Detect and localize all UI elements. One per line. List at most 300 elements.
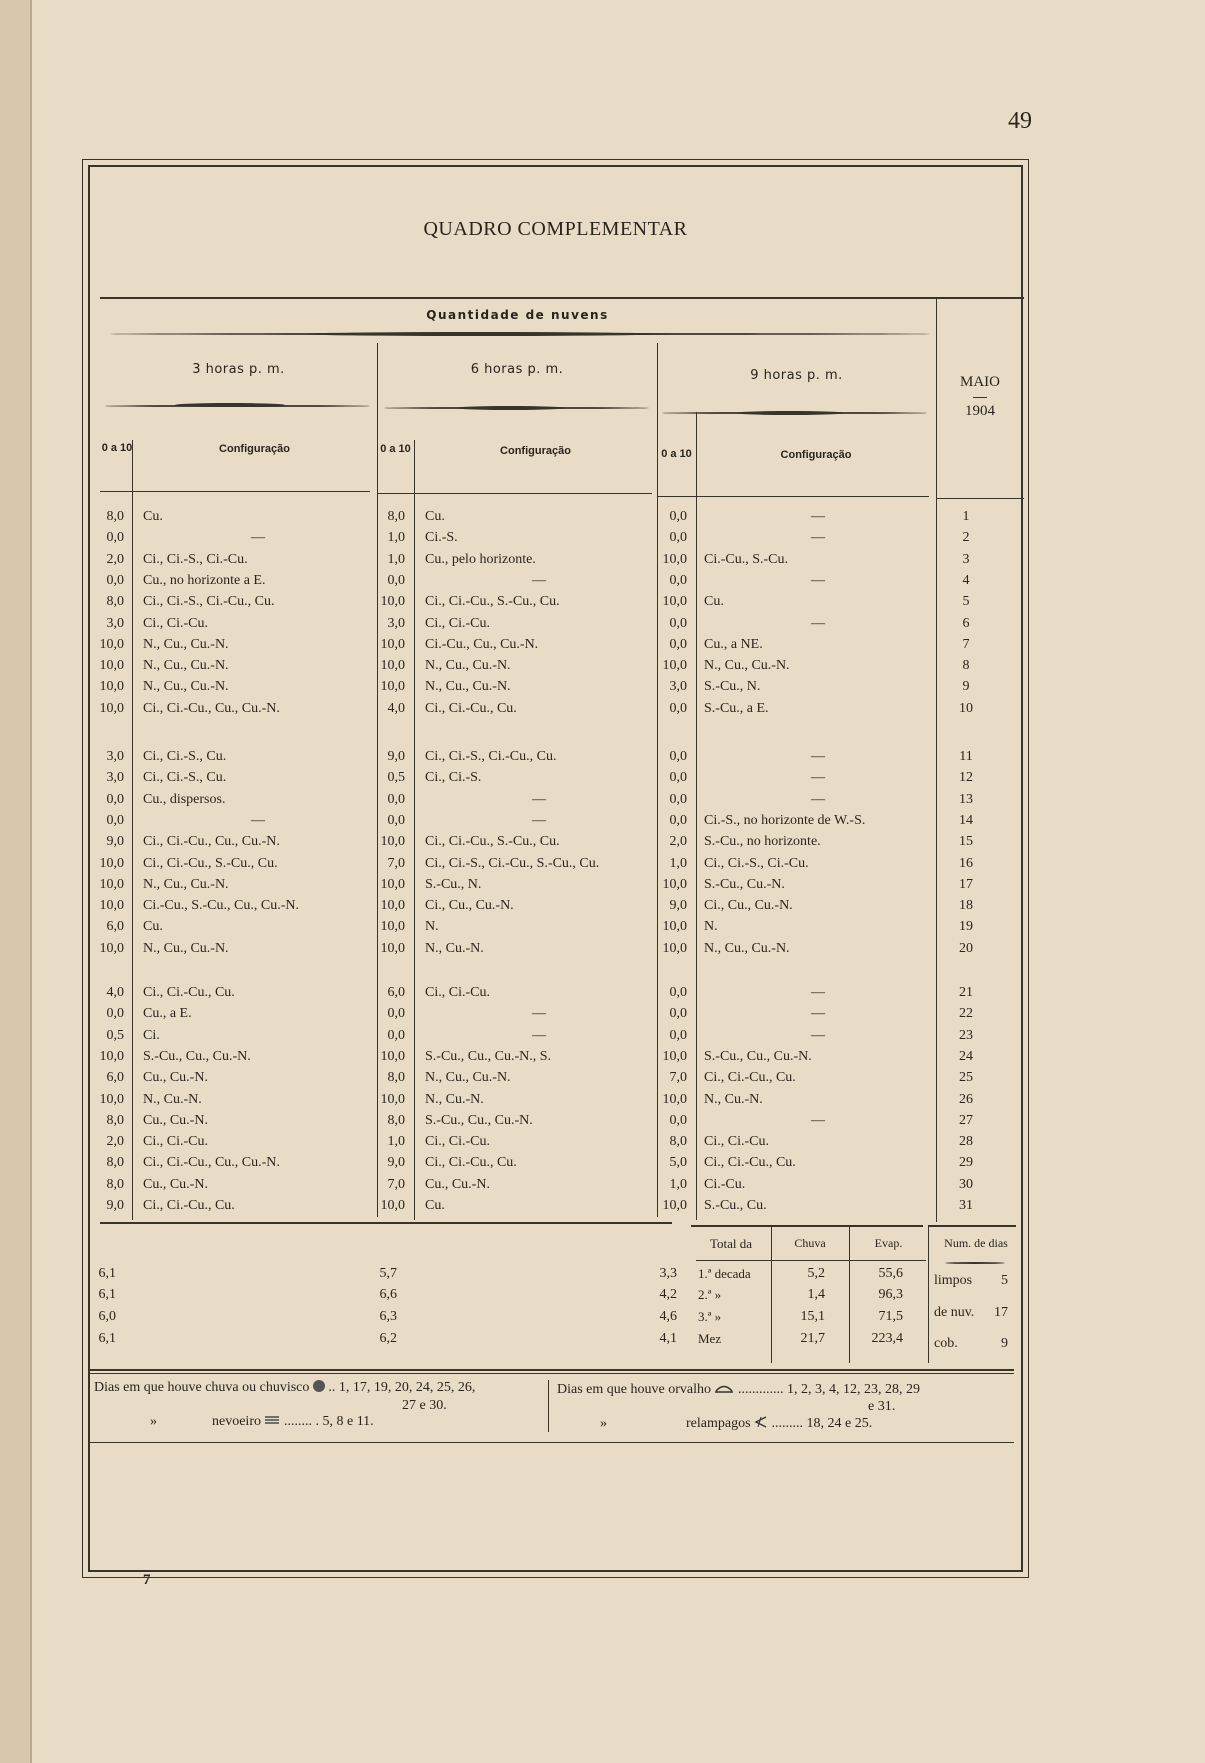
config-3h-value: Ci., Ci.-Cu.	[143, 1134, 208, 1150]
notes-bottom-rule	[90, 1442, 1014, 1443]
cloud-6h-value: 7,0	[387, 855, 405, 871]
config-6h-value: N., Cu., Cu.-N.	[425, 658, 511, 674]
config-6h-value: —	[532, 572, 546, 588]
cloud-6h-value: 1,0	[387, 551, 405, 567]
config-9h-value: Ci.-Cu., S.-Cu.	[704, 551, 789, 567]
summary-evap-header: Evap.	[874, 1236, 903, 1250]
day-number: 13	[959, 791, 973, 807]
cloud-6h-value: 10,0	[380, 679, 405, 695]
cloud-3h-value: 4,0	[106, 985, 124, 1000]
cloud-9h-value: 10,0	[662, 1198, 687, 1213]
mean-3h: 6,1	[98, 1331, 116, 1346]
orvalho-note	[557, 1382, 920, 1398]
config-9h-value: N., Cu., Cu.-N.	[704, 940, 790, 956]
config-9h-value: Ci.-Cu.	[704, 1176, 746, 1192]
relampagos-leader: .........	[771, 1416, 804, 1431]
day-number: 2	[962, 530, 970, 546]
cloud-6h-value: 10,0	[380, 919, 405, 935]
summary-num-header: Num. de dias	[944, 1236, 1008, 1250]
swash-3h-bold	[175, 403, 285, 407]
summary-chuva-value: 21,7	[800, 1331, 825, 1346]
month-dash	[973, 397, 987, 398]
binding-line	[30, 0, 32, 1763]
summary-chuva-value: 1,4	[807, 1287, 825, 1302]
config-3h-value: N., Cu., Cu.-N.	[143, 876, 229, 892]
cloud-3h-value: 10,0	[99, 1091, 124, 1107]
day-number: 6	[962, 615, 970, 631]
day-number: 18	[959, 898, 973, 914]
cloud-9h-value: 3,0	[669, 679, 687, 695]
config-9h-value: —	[811, 572, 825, 588]
month-label: MAIO	[960, 374, 1000, 390]
day-number: 3	[962, 551, 970, 567]
cloud-6h-value: 8,0	[387, 1070, 405, 1086]
cloud-3h-value: 0,0	[106, 812, 124, 828]
day-number: 9	[962, 679, 970, 695]
mean-6h: 6,3	[379, 1309, 397, 1324]
denuv-label: de nuv.	[934, 1305, 975, 1320]
config-6h-value: Ci., Ci.-S.	[425, 770, 482, 786]
config-6h-value: N., Cu., Cu.-N.	[425, 1070, 511, 1086]
relampagos-note	[600, 1416, 872, 1432]
summary-evap-value: 71,5	[878, 1309, 903, 1324]
config-3h-value: N., Cu., Cu.-N.	[143, 636, 229, 652]
day-number: 7	[962, 636, 970, 652]
config-3h-value: Ci., Ci.-Cu., Cu., Cu.-N.	[143, 700, 280, 716]
cloud-9h-value: 10,0	[662, 919, 687, 935]
config-9h-value: S.-Cu., Cu.	[704, 1198, 767, 1213]
cloud-3h-value: 9,0	[106, 834, 124, 850]
day-number: 10	[959, 700, 973, 716]
divider-9h-day	[936, 297, 937, 1222]
cloud-9h-value: 10,0	[662, 551, 687, 567]
cloud-9h-value: 0,0	[669, 791, 687, 807]
day-number: 28	[959, 1134, 973, 1150]
config-6h-value: S.-Cu., N.	[425, 876, 482, 892]
config-3h-value: —	[251, 530, 265, 546]
cloud-6h-value: 0,5	[387, 770, 405, 786]
day-number: 23	[959, 1027, 973, 1043]
config-6h-value: —	[532, 812, 546, 828]
config-3h-value: Cu., Cu.-N.	[143, 1112, 208, 1128]
orvalho-days-cont: e 31.	[868, 1399, 896, 1414]
config-6h-value: N., Cu., Cu.-N.	[425, 679, 511, 695]
config-9h-value: N., Cu., Cu.-N.	[704, 658, 790, 674]
mean-3h: 6,1	[98, 1266, 116, 1281]
config-3h-value: Ci., Ci.-Cu., Cu., Cu.-N.	[143, 1155, 280, 1171]
config-6h-value: Ci., Ci.-Cu., S.-Cu., Cu.	[425, 594, 560, 610]
config-3h-value: N., Cu., Cu.-N.	[143, 679, 229, 695]
config-6h-value: Ci., Ci.-Cu., Cu.	[425, 1155, 517, 1171]
config-9h-value: —	[811, 749, 825, 764]
cloud-3h-value: 10,0	[99, 876, 124, 892]
config-9h-value: —	[811, 1027, 825, 1043]
cloud-3h-value: 10,0	[99, 700, 124, 716]
cloud-9h-value: 10,0	[662, 658, 687, 674]
day-number: 8	[962, 658, 970, 674]
cloud-6h-value: 8,0	[387, 1112, 405, 1128]
cloud-9h-value: 0,0	[669, 700, 687, 716]
cloud-3h-value: 10,0	[99, 658, 124, 674]
scale-3h: 0 a 10	[101, 442, 133, 454]
orvalho-leader: .............	[737, 1382, 784, 1397]
quantidade-swash-bold	[300, 332, 660, 336]
scale-6h: 0 a 10	[380, 443, 411, 455]
nevoeiro-label: nevoeiro	[212, 1414, 261, 1429]
cloud-3h-value: 0,0	[106, 572, 124, 588]
cloud-3h-value: 3,0	[106, 615, 124, 631]
config-9h-value: S.-Cu., N.	[704, 679, 761, 695]
config-6h-value: Ci., Ci.-S., Ci.-Cu., S.-Cu., Cu.	[425, 855, 600, 871]
dew-symbol-icon	[714, 1382, 734, 1394]
cloud-6h-value: 10,0	[380, 876, 405, 892]
config-9h-value: N.	[704, 919, 718, 935]
summary-total-header: Total da	[709, 1236, 753, 1251]
limpos-value: 5	[1001, 1273, 1008, 1288]
summary-evap-value: 96,3	[878, 1287, 903, 1302]
config-9h-value: Ci., Ci.-Cu., Cu.	[704, 1155, 796, 1171]
fog-symbol-icon	[264, 1415, 280, 1425]
summary-period-label: 1.ª decada	[698, 1266, 751, 1281]
config-6h-value: Ci., Ci.-Cu., Cu.	[425, 700, 517, 716]
cloud-9h-value: 2,0	[669, 834, 687, 850]
config-9h-value: —	[811, 530, 825, 546]
config-9h-value: S.-Cu., a E.	[704, 700, 769, 716]
header-rule	[100, 297, 1024, 299]
day-number: 20	[959, 940, 973, 956]
day-number: 30	[959, 1176, 973, 1192]
cloud-3h-value: 8,0	[106, 594, 124, 610]
cloud-6h-value: 9,0	[387, 1155, 405, 1171]
config-3h-value: Ci., Ci.-Cu., Cu.	[143, 985, 235, 1000]
config-6h-value: —	[532, 791, 546, 807]
config-9h-value: Ci., Ci.-Cu., Cu.	[704, 1070, 796, 1086]
config-3h-value: Cu., Cu.-N.	[143, 1176, 208, 1192]
cloud-9h-value: 8,0	[669, 1134, 687, 1150]
cloud-6h-value: 0,0	[387, 791, 405, 807]
cloud-3h-value: 10,0	[99, 898, 124, 914]
config-9h-value: —	[811, 1112, 825, 1128]
cloud-9h-value: 0,0	[669, 636, 687, 652]
day-number: 5	[962, 594, 970, 610]
mean-6h: 5,7	[379, 1266, 397, 1281]
day-number: 22	[959, 1006, 973, 1022]
nevoeiro-note	[150, 1414, 374, 1430]
day-number: 11	[959, 749, 973, 764]
nevoeiro-ditto: »	[150, 1414, 157, 1429]
cob-label: cob.	[934, 1336, 958, 1351]
summary-evap-value: 55,6	[878, 1266, 903, 1281]
cloud-6h-value: 7,0	[387, 1176, 405, 1192]
quantidade-heading: Quantidade de nuvens	[426, 308, 609, 322]
mean-6h: 6,2	[379, 1331, 397, 1346]
chuva-days-cont: 27 e 30.	[402, 1398, 447, 1413]
config-3h-value: Ci., Ci.-Cu.	[143, 615, 208, 631]
divider-3h-inner	[132, 440, 133, 1220]
config-3h-value: S.-Cu., Cu., Cu.-N.	[143, 1048, 251, 1064]
config-9h-value: —	[811, 985, 825, 1000]
scale-9h: 0 a 10	[661, 448, 692, 460]
cloud-6h-value: 1,0	[387, 530, 405, 546]
cloud-6h-value: 3,0	[387, 615, 405, 631]
config-6h-value: Cu.	[425, 1198, 445, 1213]
cloud-6h-value: 10,0	[380, 940, 405, 956]
config-3h-value: Cu., a E.	[143, 1006, 192, 1022]
config-3h-value: Ci.	[143, 1027, 160, 1043]
limpos-label: limpos	[934, 1273, 973, 1288]
config-3h-value: Cu.	[143, 509, 163, 524]
config-9h-value: S.-Cu., no horizonte.	[704, 834, 821, 850]
cloud-6h-value: 10,0	[380, 834, 405, 850]
config-9h-value: —	[811, 509, 825, 524]
config-3h-value: Cu., Cu.-N.	[143, 1070, 208, 1086]
config-3h-value: Ci., Ci.-Cu., Cu., Cu.-N.	[143, 834, 280, 850]
day-number: 25	[959, 1070, 973, 1086]
config-3h-value: Ci., Ci.-S., Cu.	[143, 749, 227, 764]
cloud-3h-value: 0,0	[106, 530, 124, 546]
mean-3h: 6,0	[98, 1309, 116, 1324]
cloud-3h-value: 10,0	[99, 1048, 124, 1064]
footer-number: 7	[143, 1572, 151, 1588]
config-3h-value: Ci., Ci.-S., Cu.	[143, 770, 227, 786]
nevoeiro-leader: ........ .	[283, 1414, 319, 1429]
day-number: 19	[959, 919, 973, 935]
config-9h-value: Cu.	[704, 594, 724, 610]
page-number: 49	[1008, 108, 1032, 134]
year-label: 1904	[965, 403, 995, 419]
day-number: 17	[959, 876, 973, 892]
relampagos-label: relampagos	[686, 1416, 751, 1431]
config-3h-value: Ci., Ci.-S., Ci.-Cu., Cu.	[143, 594, 275, 610]
cloud-3h-value: 2,0	[106, 1134, 124, 1150]
config-6h-value: Cu., Cu.-N.	[425, 1176, 490, 1192]
config-6h-value: N., Cu.-N.	[425, 940, 484, 956]
cloud-6h-value: 10,0	[380, 1091, 405, 1107]
cloud-9h-value: 0,0	[669, 1112, 687, 1128]
config-6h-value: Cu., pelo horizonte.	[425, 551, 536, 567]
config-9h-value: S.-Cu., Cu., Cu.-N.	[704, 1048, 812, 1064]
cloud-3h-value: 10,0	[99, 940, 124, 956]
config-9h-value: Ci., Ci.-S., Ci.-Cu.	[704, 855, 809, 871]
summary-rule-day	[928, 1225, 1016, 1227]
cloud-9h-value: 10,0	[662, 594, 687, 610]
binding-edge	[0, 0, 30, 1763]
cloud-3h-value: 0,0	[106, 791, 124, 807]
chuva-leader: ..	[328, 1380, 336, 1395]
table-title: QUADRO COMPLEMENTAR	[423, 218, 688, 240]
cloud-9h-value: 0,0	[669, 749, 687, 764]
config-6h-value: S.-Cu., Cu., Cu.-N.	[425, 1112, 533, 1128]
cloud-9h-value: 0,0	[669, 770, 687, 786]
day-number: 12	[959, 770, 973, 786]
cloud-9h-value: 0,0	[669, 985, 687, 1000]
config-6h-value: —	[532, 1006, 546, 1022]
cloud-6h-value: 10,0	[380, 898, 405, 914]
cloud-3h-value: 10,0	[99, 636, 124, 652]
notes-divider	[548, 1380, 549, 1432]
config-3h-value: Cu., dispersos.	[143, 791, 226, 807]
cloud-9h-value: 10,0	[662, 1048, 687, 1064]
config-9h-value: —	[811, 615, 825, 631]
summary-period-label: 2.ª »	[698, 1287, 722, 1302]
summary-rule-left	[100, 1222, 672, 1224]
config-3h-value: Ci., Ci.-Cu., Cu.	[143, 1198, 235, 1213]
cob-value: 9	[1001, 1336, 1008, 1351]
notes-top-rule-2	[90, 1373, 1014, 1374]
cloud-6h-value: 8,0	[387, 509, 405, 524]
day-number: 27	[959, 1112, 973, 1128]
cloud-3h-value: 6,0	[106, 919, 124, 935]
cloud-6h-value: 9,0	[387, 749, 405, 764]
cloud-9h-value: 5,0	[669, 1155, 687, 1171]
cloud-3h-value: 6,0	[106, 1070, 124, 1086]
subheader-rule-9h	[657, 496, 929, 497]
mean-6h: 6,6	[379, 1287, 397, 1302]
cloud-6h-value: 10,0	[380, 658, 405, 674]
cloud-6h-value: 10,0	[380, 636, 405, 652]
divider-6h-inner	[414, 440, 415, 1220]
cloud-3h-value: 0,0	[106, 1006, 124, 1022]
config-9h-value: Cu., a NE.	[704, 636, 763, 652]
cloud-3h-value: 10,0	[99, 679, 124, 695]
config-6h-value: Ci., Ci.-Cu.	[425, 1134, 490, 1150]
heading-6h: 6 horas p. m.	[470, 362, 564, 377]
cloud-3h-value: 8,0	[106, 1155, 124, 1171]
chuva-note	[94, 1380, 475, 1396]
mean-9h: 4,1	[659, 1331, 677, 1346]
denuv-value: 17	[994, 1305, 1008, 1320]
heading-9h: 9 horas p. m.	[750, 368, 843, 383]
summary-chuva-value: 15,1	[800, 1309, 825, 1324]
cloud-3h-value: 9,0	[106, 1198, 124, 1213]
summary-rule-9h	[691, 1225, 923, 1227]
config-9h-value: —	[811, 791, 825, 807]
cloud-9h-value: 0,0	[669, 509, 687, 524]
cloud-9h-value: 0,0	[669, 615, 687, 631]
orvalho-days: 1, 2, 3, 4, 12, 23, 28, 29	[786, 1382, 920, 1397]
config-3h-value: Cu.	[143, 919, 163, 935]
day-number: 16	[959, 855, 973, 871]
config-9h-value: Ci., Ci.-Cu.	[704, 1134, 769, 1150]
config-6h-value: Ci., Ci.-Cu.	[425, 615, 490, 631]
summary-evap-value: 223,4	[871, 1331, 903, 1346]
relampagos-days: 18, 24 e 25.	[806, 1416, 873, 1431]
config-6h-value: Ci., Ci.-S., Ci.-Cu., Cu.	[425, 749, 557, 764]
summary-chuva-header: Chuva	[794, 1236, 826, 1250]
cloud-3h-value: 0,5	[106, 1027, 124, 1043]
notes-top-rule	[90, 1369, 1014, 1371]
orvalho-label: Dias em que houve orvalho	[557, 1382, 711, 1397]
cloud-6h-value: 6,0	[387, 985, 405, 1000]
config-3h: Configuração	[219, 443, 290, 455]
config-3h-value: —	[251, 812, 265, 828]
config-9h-value: N., Cu.-N.	[704, 1091, 763, 1107]
config-6h: Configuração	[500, 445, 571, 457]
config-9h-value: Ci., Cu., Cu.-N.	[704, 898, 793, 914]
cloud-9h-value: 0,0	[669, 572, 687, 588]
cloud-3h-value: 3,0	[106, 770, 124, 786]
day-number: 24	[959, 1048, 973, 1064]
cloud-6h-value: 1,0	[387, 1134, 405, 1150]
cloud-9h-value: 1,0	[669, 1176, 687, 1192]
mean-9h: 3,3	[659, 1266, 677, 1281]
cloud-9h-value: 1,0	[669, 855, 687, 871]
config-3h-value: Ci.-Cu., S.-Cu., Cu., Cu.-N.	[143, 898, 299, 914]
summary-period-label: 3.ª »	[698, 1309, 722, 1324]
config-3h-value: N., Cu., Cu.-N.	[143, 940, 229, 956]
mean-3h: 6,1	[98, 1287, 116, 1302]
cloud-6h-value: 0,0	[387, 572, 405, 588]
cloud-3h-value: 2,0	[106, 551, 124, 567]
summary-period-label: Mez	[698, 1331, 722, 1346]
swash-6h-bold	[455, 406, 565, 410]
rain-symbol-icon	[313, 1380, 325, 1392]
mean-9h: 4,2	[659, 1287, 677, 1302]
config-6h-value: N.	[425, 919, 439, 935]
day-number: 1	[962, 509, 970, 524]
chuva-days: 1, 17, 19, 20, 24, 25, 26,	[338, 1380, 476, 1395]
config-9h: Configuração	[780, 449, 852, 461]
cloud-9h-value: 0,0	[669, 812, 687, 828]
day-number: 4	[962, 572, 970, 588]
mean-9h: 4,6	[659, 1309, 677, 1324]
relampagos-ditto: »	[600, 1416, 607, 1431]
chuva-label: Dias em que houve chuva ou chuvisco	[94, 1380, 310, 1395]
cloud-9h-value: 0,0	[669, 1027, 687, 1043]
day-number: 31	[959, 1198, 973, 1213]
config-3h-value: N., Cu., Cu.-N.	[143, 658, 229, 674]
cloud-6h-value: 10,0	[380, 1198, 405, 1213]
day-number: 29	[959, 1155, 973, 1171]
config-6h-value: Ci., Ci.-Cu.	[425, 985, 490, 1000]
cloud-6h-value: 10,0	[380, 1048, 405, 1064]
config-6h-value: Ci., Ci.-Cu., S.-Cu., Cu.	[425, 834, 560, 850]
subheader-rule-day	[936, 498, 1024, 499]
cloud-3h-value: 8,0	[106, 1112, 124, 1128]
cloud-3h-value: 3,0	[106, 749, 124, 764]
cloud-3h-value: 10,0	[99, 855, 124, 871]
cloud-6h-value: 4,0	[387, 700, 405, 716]
cloud-6h-value: 0,0	[387, 1027, 405, 1043]
cloud-9h-value: 0,0	[669, 530, 687, 546]
config-9h-value: —	[811, 770, 825, 786]
lightning-symbol-icon	[754, 1416, 768, 1428]
cloud-6h-value: 10,0	[380, 594, 405, 610]
cloud-6h-value: 0,0	[387, 812, 405, 828]
subheader-rule-6h	[377, 493, 652, 494]
heading-3h: 3 horas p. m.	[192, 362, 285, 377]
day-number: 15	[959, 834, 973, 850]
config-9h-value: Ci.-S., no horizonte de W.-S.	[704, 812, 866, 828]
divider-9h-inner	[696, 412, 697, 1220]
swash-9h-bold	[735, 411, 845, 415]
config-6h-value: N., Cu.-N.	[425, 1091, 484, 1107]
cloud-3h-value: 8,0	[106, 1176, 124, 1192]
day-number: 21	[959, 985, 973, 1000]
day-number: 14	[959, 812, 973, 828]
config-6h-value: Cu.	[425, 509, 445, 524]
day-number: 26	[959, 1091, 973, 1107]
config-3h-value: Cu., no horizonte a E.	[143, 572, 266, 588]
cloud-9h-value: 7,0	[669, 1070, 687, 1086]
cloud-9h-value: 9,0	[669, 898, 687, 914]
cloud-9h-value: 0,0	[669, 1006, 687, 1022]
summary-chuva-value: 5,2	[807, 1266, 825, 1281]
config-6h-value: Ci., Cu., Cu.-N.	[425, 898, 514, 914]
config-6h-value: Ci.-S.	[425, 530, 458, 546]
cloud-9h-value: 10,0	[662, 1091, 687, 1107]
config-6h-value: Ci.-Cu., Cu., Cu.-N.	[425, 636, 539, 652]
